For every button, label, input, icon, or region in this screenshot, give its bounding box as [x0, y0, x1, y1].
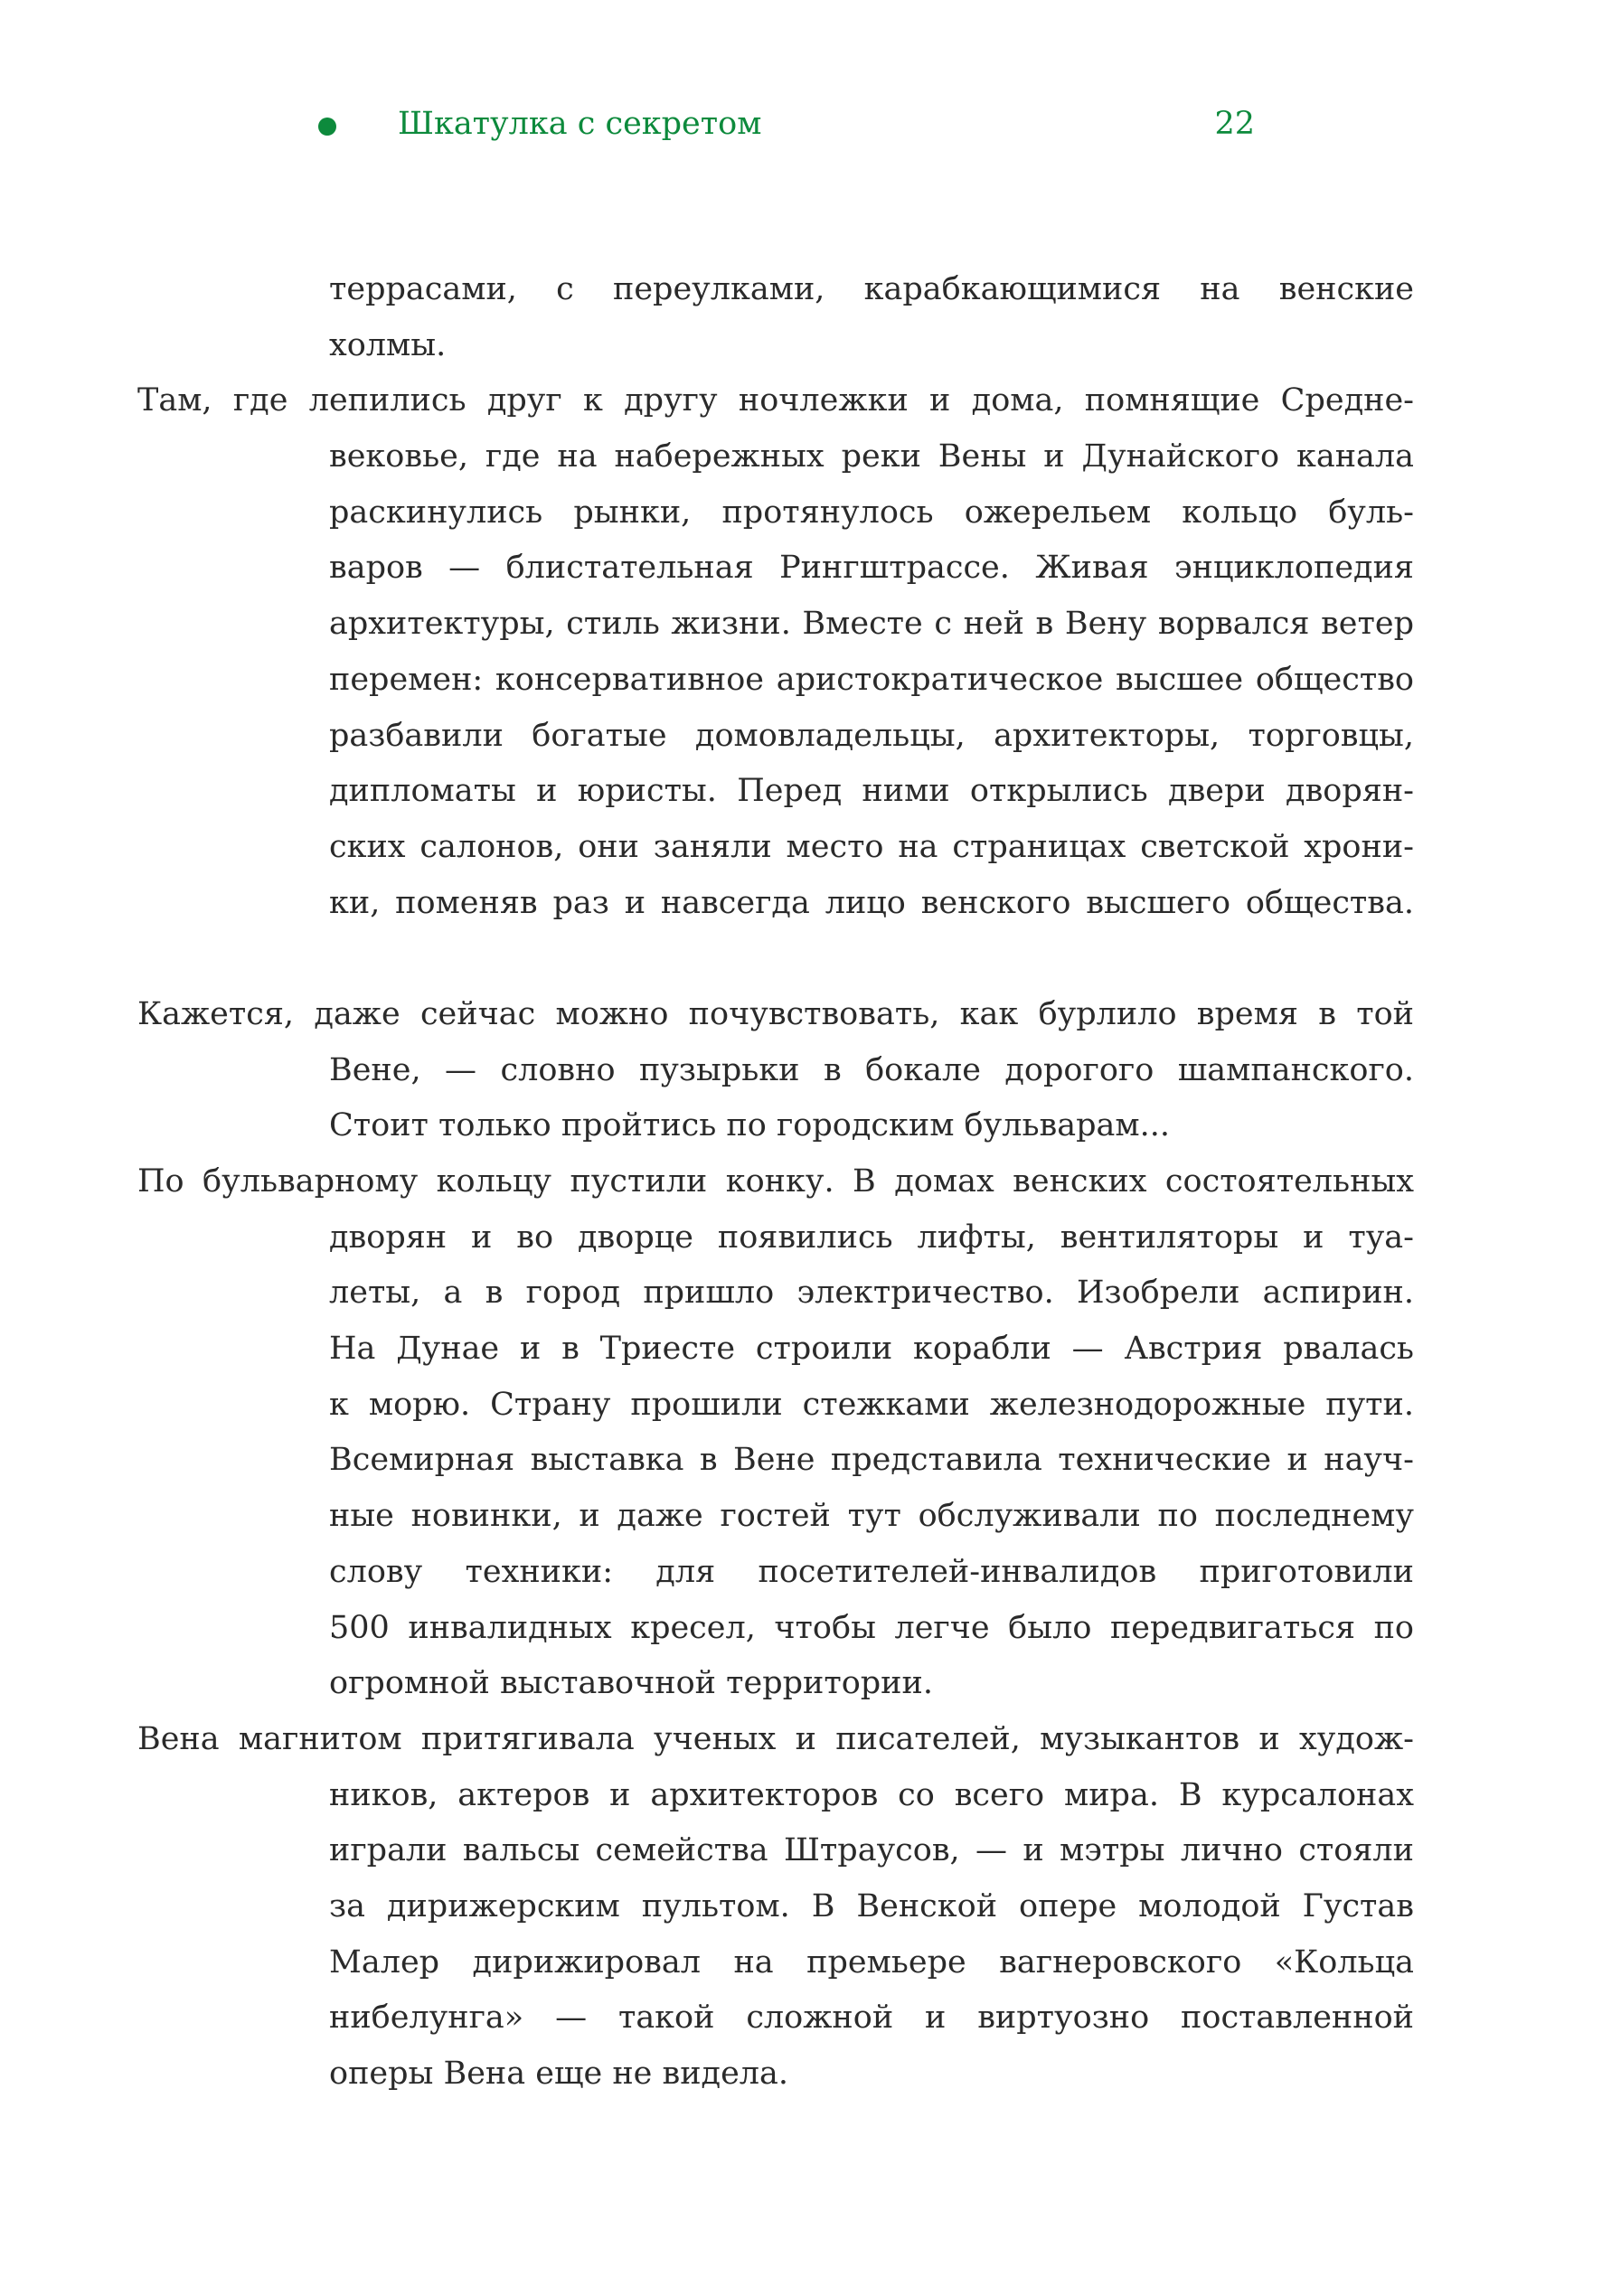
text-line: перемен: консервативное аристократическое высшее общество: [329, 661, 1414, 698]
paragraph: [137, 1154, 1414, 1712]
text-line: дворян и во дворце появились лифты, вентиляторы и туа-: [329, 1219, 1414, 1256]
text-line: Малер дирижировал на премьере вагнеровского «Кольца: [329, 1943, 1414, 1981]
text-line: террасами, с переулками, карабкающимися на венские: [329, 271, 1414, 307]
text-line: слову техники: для посетителей-инвалидов приготовили: [329, 1553, 1414, 1590]
text-line: варов — блистательная Рингштрассе. Живая энциклопедия: [329, 550, 1414, 587]
text-line: Стоит только пройтись по городским бульварам...: [329, 1107, 1170, 1144]
text-line: По бульварному кольцу пустили конку. В домах венских состоятельных: [137, 1163, 1414, 1200]
text-line: леты, а в город пришло электричество. Изобрели аспирин.: [329, 1275, 1414, 1312]
text-line: холмы.: [329, 326, 447, 363]
text-line: играли вальсы семейства Штраусов, — и мэтры лично стояли: [329, 1832, 1414, 1869]
text-line: архитектуры, стиль жизни. Вместе с ней в Вену ворвался ветер: [329, 606, 1414, 643]
text-line: за дирижерским пультом. В Венской опере молодой Густав: [329, 1887, 1414, 1924]
body-text: [137, 262, 1414, 2103]
text-line: Вена магнитом притягивала ученых и писателей, музыкантов и худож-: [137, 1720, 1414, 1757]
text-line: разбавили богатые домовладельцы, архитекторы, торговцы,: [329, 717, 1414, 754]
paragraph: [137, 1712, 1414, 2103]
text-line: ки, поменяв раз и навсегда лицо венского высшего общества.: [329, 884, 1414, 921]
paragraph: [137, 262, 1414, 373]
text-line: Там, где лепились друг к другу ночлежки и дома, помнящие Средне-: [137, 382, 1414, 419]
text-line: ные новинки, и даже гостей тут обслуживали по последнему: [329, 1498, 1414, 1535]
text-line: На Дунае и в Триесте строили корабли — Австрия рвалась: [329, 1331, 1414, 1368]
paragraph-gap: [137, 931, 1414, 987]
text-line: раскинулись рынки, протянулось ожерельем кольцо буль-: [329, 494, 1414, 531]
text-line: ских салонов, они заняли место на страницах светской хрони-: [329, 828, 1414, 865]
bullet-dot-icon: [318, 118, 336, 136]
text-line: дипломаты и юристы. Перед ними открылись двери дворян-: [329, 773, 1414, 810]
text-line: вековье, где на набережных реки Вены и Дунайского канала: [329, 438, 1414, 475]
chapter-title: Шкатулка с секретом: [398, 106, 762, 142]
page-number: 22: [1214, 106, 1255, 142]
text-line: ников, актеров и архитекторов со всего мира. В курсалонах: [329, 1776, 1414, 1813]
text-line: Всемирная выставка в Вене представила технические и науч-: [329, 1442, 1414, 1479]
text-line: оперы Вена еще не видела.: [329, 2056, 789, 2092]
paragraph: [137, 373, 1414, 931]
text-line: 500 инвалидных кресел, чтобы легче было передвигаться по: [329, 1609, 1414, 1646]
running-head: [0, 101, 1602, 146]
text-line: нибелунга» — такой сложной и виртуозно поставленной: [329, 2000, 1414, 2037]
text-line: Кажется, даже сейчас можно почувствовать, как бурлило время в той: [137, 995, 1414, 1032]
text-line: огромной выставочной территории.: [329, 1665, 933, 1702]
paragraph: [137, 987, 1414, 1154]
text-line: к морю. Страну прошили стежками железнодорожные пути.: [329, 1386, 1414, 1423]
text-line: Вене, — словно пузырьки в бокале дорогого шампанского.: [329, 1051, 1414, 1088]
